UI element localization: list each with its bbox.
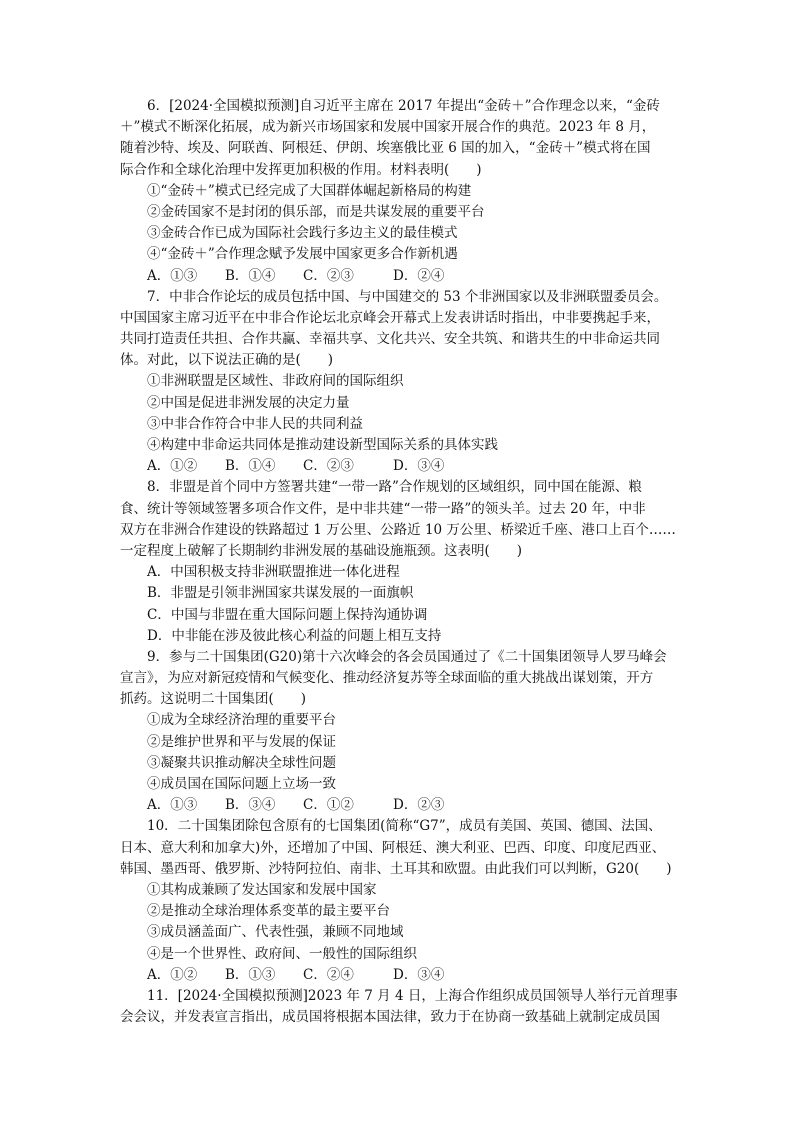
answer-option: D．②③: [393, 797, 445, 814]
answer-option: A．①③: [147, 267, 198, 284]
question-stem-line: 宣言》，为应对新冠疫情和气候变化、推动经济复苏等全球面临的重大挑战出谋划策，开方: [120, 670, 654, 687]
question-stem-line: 体。对此，以下说法正确的是( ): [120, 352, 334, 369]
statement-item: ④是一个世界性、政府间、一般性的国际组织: [147, 945, 417, 962]
question-block: [120, 986, 680, 1028]
question-block: [120, 477, 680, 647]
answer-option: B．①④: [225, 458, 276, 475]
question-stem-line: 韩国、墨西哥、俄罗斯、沙特阿拉伯、南非、土耳其和欧盟。由此我们可以判断，G20( ): [120, 860, 672, 877]
question-stem-first-line: 8．非盟是首个同中方签署共建“一带一路”合作规划的区域组织，同中国在能源、粮: [147, 479, 642, 496]
question-stem-line: 日本、意大利和加拿大)外，还增加了中国、阿根廷、澳大利亚、巴西、印度、印度尼西亚、: [120, 839, 666, 856]
statement-item: ①成为全球经济治理的重要平台: [147, 712, 336, 729]
answer-option: B．①④: [225, 267, 276, 284]
answer-option: A．①③: [147, 797, 198, 814]
answer-option: A．①②: [147, 458, 198, 475]
statement-item: ②中国是促进非洲发展的决定力量: [147, 394, 350, 411]
statement-item: ③中非合作符合中非人民的共同利益: [147, 415, 363, 432]
question-stem-line: 抓药。这说明二十国集团( ): [120, 691, 307, 708]
question-stem-first-line: 7．中非合作论坛的成员包括中国、与中国建交的 53 个非洲国家以及非洲联盟委员会。: [147, 288, 668, 305]
question-list: [120, 96, 680, 1028]
question-stem-line: 际合作和全球化治理中发挥更加积极的作用。材料表明( ): [120, 161, 482, 178]
question-block: [120, 816, 680, 986]
answer-option: D．②④: [393, 267, 445, 284]
question-block: [120, 287, 680, 478]
question-stem-first-line: 6．[2024·全国模拟预测]自习近平主席在 2017 年提出“金砖＋”合作理念以来，“金砖: [147, 98, 660, 114]
statement-item: A．中国积极支持非洲联盟推进一体化进程: [147, 564, 400, 581]
question-stem-first-line: 11．[2024·全国模拟预测]2023 年 7 月 4 日，上海合作组织成员国领导人举行元首理事: [147, 987, 678, 1004]
statement-item: ①非洲联盟是区域性、非政府间的国际组织: [147, 373, 404, 390]
answer-option: D．③④: [393, 458, 445, 475]
statement-item: ③金砖合作已成为国际社会践行多边主义的最佳模式: [147, 225, 458, 242]
question-block: [120, 647, 680, 817]
answer-option: C．①②: [303, 797, 354, 814]
question-stem-line: 食、统计等领域签署多项合作文件，是中非共建“一带一路”的领头羊。过去 20 年，中非: [120, 500, 646, 517]
answer-options: [120, 266, 680, 287]
statement-item: ③凝聚共识推动解决全球性问题: [147, 754, 336, 771]
answer-option: C．②③: [303, 458, 354, 475]
statement-item: B．非盟是引领非洲国家共谋发展的一面旗帜: [147, 585, 414, 602]
statement-item: ①“金砖＋”模式已经完成了大国群体崛起新格局的构建: [147, 182, 472, 199]
question-stem-line: 中国国家主席习近平在中非合作论坛北京峰会开幕式上发表讲话时指出，中非要携起手来，: [120, 309, 660, 326]
question-stem-line: 随着沙特、埃及、阿联酋、阿根廷、伊朗、埃塞俄比亚 6 国的加入，“金砖＋”模式将在国: [120, 140, 651, 157]
answer-option: D．③④: [393, 966, 445, 983]
statement-item: ②是维护世界和平与发展的保证: [147, 733, 336, 750]
answer-option: C．②③: [303, 267, 354, 284]
question-stem-line: 共同打造责任共担、合作共赢、幸福共享、文化共兴、安全共筑、和谐共生的中非命运共同: [120, 331, 660, 348]
question-block: [120, 96, 680, 287]
question-stem-line: 双方在非洲合作建设的铁路超过 1 万公里、公路近 10 万公里、桥梁近千座、港口上百个……: [120, 521, 676, 538]
question-stem-first-line: 10．二十国集团除包含原有的七国集团(简称“G7”，成员有美国、英国、德国、法国、: [147, 818, 662, 835]
statement-item: ②是推动全球治理体系变革的最主要平台: [147, 903, 390, 920]
answer-options: [120, 965, 680, 986]
answer-option: B．①③: [225, 966, 276, 983]
statement-item: ②金砖国家不是封闭的俱乐部，而是共谋发展的重要平台: [147, 203, 485, 220]
answer-option: A．①②: [147, 966, 198, 983]
statement-item: ④“金砖＋”合作理念赋予发展中国家更多合作新机遇: [147, 246, 458, 263]
statement-item: ④构建中非命运共同体是推动建设新型国际关系的具体实践: [147, 437, 498, 453]
question-stem-first-line: 9．参与二十国集团(G20)第十六次峰会的各会员国通过了《二十国集团领导人罗马峰会: [147, 648, 667, 665]
statement-item: ①其构成兼顾了发达国家和发展中国家: [147, 881, 377, 898]
statement-item: ③成员涵盖面广、代表性强，兼顾不同地域: [147, 924, 404, 941]
answer-options: [120, 795, 680, 816]
statement-item: C．中国与非盟在重大国际问题上保持沟通协调: [147, 606, 428, 623]
statement-item: ④成员国在国际问题上立场一致: [147, 776, 336, 792]
answer-option: B．③④: [225, 797, 276, 814]
question-stem-line: 一定程度上破解了长期制约非洲发展的基础设施瓶颈。这表明( ): [120, 542, 523, 559]
question-stem-line: ＋”模式不断深化拓展，成为新兴市场国家和发展中国家开展合作的典范。2023 年 8 月，: [120, 119, 656, 136]
statement-item: D．中非能在涉及彼此核心利益的问题上相互支持: [147, 627, 442, 644]
answer-options: [120, 456, 680, 477]
answer-option: C．②④: [303, 966, 354, 983]
question-stem-line: 会会议，并发表宣言指出，成员国将根据本国法律，致力于在协商一致基础上就制定成员国: [120, 1009, 660, 1026]
